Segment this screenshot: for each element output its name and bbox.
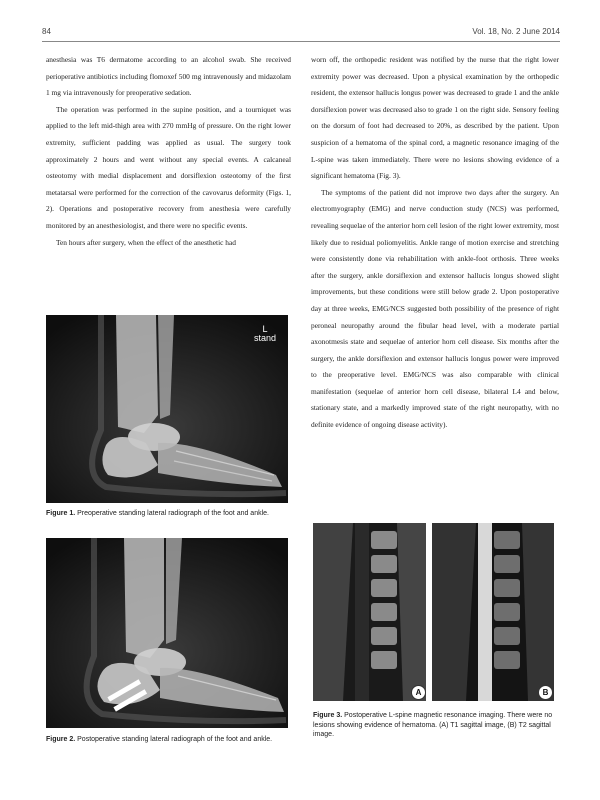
paragraph: The symptoms of the patient did not improve two days after the surgery. An electromyography (EMG) and nerve conduction study (NCS) was performed, revealing sequelae of the anterior horn cell lesion of the right lower extremity, most likely due to residual poliomyelitis. Ankle range of motion exercise and stretching were consistently done via rehabilitation with ankle-foot orthosis. Three weeks after the surgery, ankle dorsiflexion and extensor hallucis longus showed slight improvements, but these conditions were still below grade 2. Upon postoperative day at three weeks, EMG/NCS suggested both possibility of the presence of right peroneal neuropathy around the fibular head level, with a moderate partial axonotmesis state and sequelae of anterior horn cell disease. Six months after the surgery, the ankle dorsiflexion and extensor hallucis longus power were improved to the preoperative level. EMG/NCS was also comparable with clinical manifestation (sequelae of anterior horn cell disease, bilateral L4 and below, stationary state, and a markedly improved state of the right neuropathy, with no definite evidence of ongoing disease activity). (311, 187, 559, 430)
figure-label: Figure 3. (313, 712, 343, 719)
xray-foot-icon (46, 315, 288, 503)
figure2-caption (46, 735, 306, 745)
figure3-caption (313, 711, 558, 740)
figure2-radiograph (46, 538, 288, 728)
caption-text: Postoperative L-spine magnetic resonance imaging. There were no lesions showing evidence of hematoma. (A) T1 sagittal image, (B) T2 sagittal image. (313, 712, 553, 738)
figure1-caption (46, 509, 306, 519)
left-column (46, 52, 291, 251)
mri-spine-icon (432, 523, 554, 701)
figure1-radiograph (46, 315, 288, 503)
marker-side: L (262, 324, 268, 334)
right-column (311, 52, 559, 434)
figure-label: Figure 1. (46, 510, 76, 517)
figure-label: Figure 2. (46, 736, 76, 743)
panel-label-a: A (411, 685, 426, 700)
panel-label-b: B (538, 685, 553, 700)
caption-text: Postoperative standing lateral radiograph of the foot and ankle. (77, 736, 273, 743)
paragraph: Ten hours after surgery, when the effect of the anesthetic had (56, 237, 236, 247)
paragraph: The operation was performed in the supine position, and a tourniquet was applied to the left mid-thigh area with 270 mmHg of pressure. On the right lower extremity, sufficient padding was applied as usual. The surgery took approximately 2 hours and went without any special events. A calcaneal osteotomy with medial displacement and dorsiflexion osteotomy of the first metatarsal were performed for the correction of the cavovarus deformity (Figs. 1, 2). Operations and postoperative recovery from anesthesia were carefully monitored by an anesthesiologist, and there were no specific events. (46, 104, 291, 230)
marker-stand: stand (254, 333, 277, 343)
running-header (42, 27, 560, 42)
figure3-mri-panel-b (432, 523, 554, 701)
figure3-mri-panel-a (313, 523, 426, 701)
caption-text: Preoperative standing lateral radiograph of the foot and ankle. (77, 510, 269, 517)
journal-info: Vol. 18, No. 2 June 2014 (472, 27, 560, 36)
mri-spine-icon (313, 523, 426, 701)
xray-foot-icon (46, 538, 288, 728)
radiograph-marker (254, 325, 276, 343)
page-number: 84 (42, 27, 51, 36)
paragraph: worn off, the orthopedic resident was notified by the nurse that the right lower extremity power was decreased. Upon a physical examination by the orthopedic resident, the extensor hallucis longus power was decreased to grade 1 and the ankle dorsiflexion power was decreased also to grade 1 on the right side. Sensory feeling on the dorsum of foot had decreased to 20%, as described by the patient. Upon suspicion of a hematoma of the spinal cord, a magnetic resonance imaging of the L-spine was taken immediately. There were no lesions showing evidence of a significant hematoma (Fig. 3). (311, 55, 559, 181)
paragraph: anesthesia was T6 dermatome according to an alcohol swab. She received perioperative antibiotics including flomoxef 500 mg intravenously and midazolam 1 mg via intravenously for preoperative sedation. (46, 55, 291, 98)
